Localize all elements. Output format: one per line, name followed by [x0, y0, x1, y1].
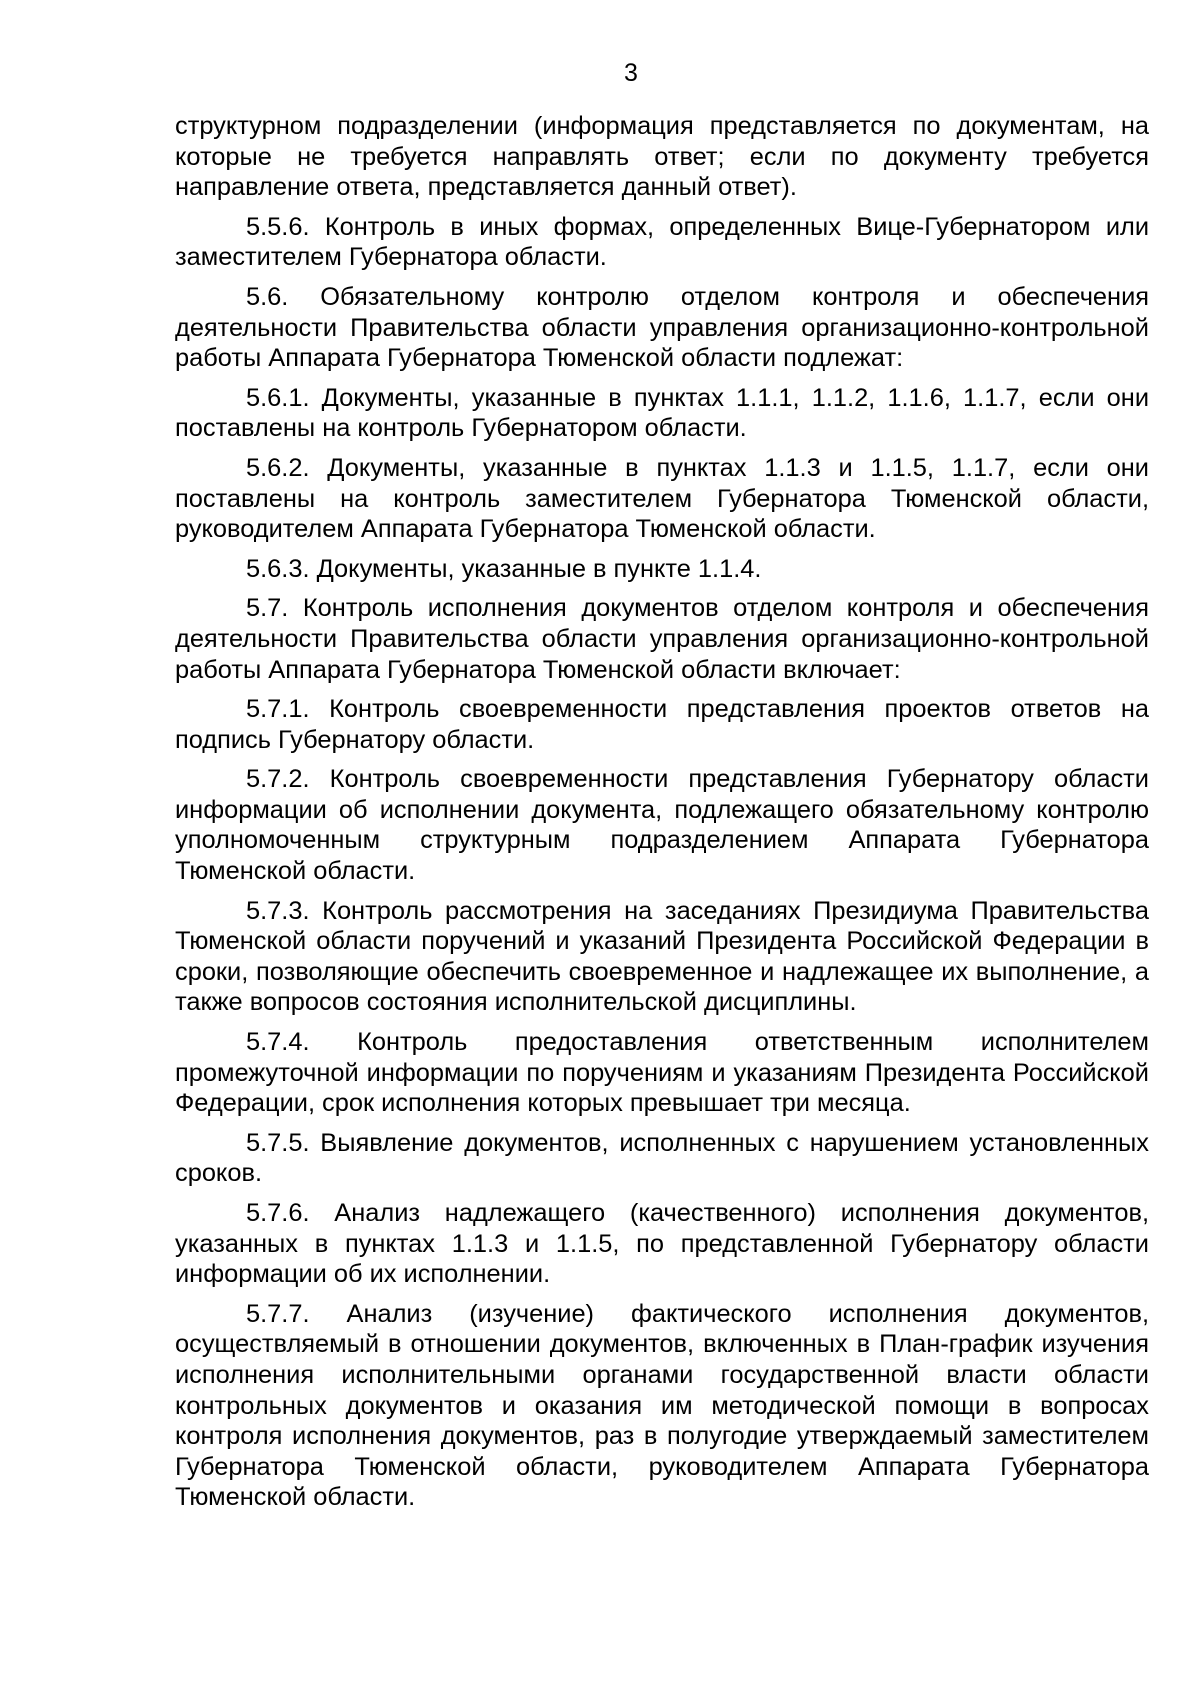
paragraph-5-7-2: 5.7.2. Контроль своевременности представления Губернатору области информации об исполнении документа, подлежащего обязательному контролю уполномоченным структурным подразделением Аппарата Губернатора Тюменской области. — [175, 765, 1149, 886]
paragraph-5-7-7: 5.7.7. Анализ (изучение) фактического исполнения документов, осуществляемый в отношении документов, включенных в План-график изучения исполнения исполнительными органами государственной власти области контрольных документов и оказания им методической помощи в вопросах контроля исполнения документов, раз в полугодие утверждаемый заместителем Губернатора Тюменской области, руководителем Аппарата Губернатора Тюменской области. — [175, 1299, 1149, 1512]
paragraph-5-7-4: 5.7.4. Контроль предоставления ответственным исполнителем промежуточной информации по поручениям и указаниям Президента Российской Федерации, срок исполнения которых превышает три месяца. — [175, 1028, 1149, 1118]
paragraph-5-5-6: 5.5.6. Контроль в иных формах, определенных Вице-Губернатором или заместителем Губернатора области. — [175, 212, 1149, 272]
paragraph-5-6-3: 5.6.3. Документы, указанные в пункте 1.1.4. — [246, 554, 762, 583]
paragraph-continuation: структурном подразделении (информация представляется по документам, на которые не требуется направлять ответ; если по документу требуется направление ответа, представляется данный ответ). — [175, 112, 1149, 202]
paragraph-5-6-2: 5.6.2. Документы, указанные в пунктах 1.1.3 и 1.1.5, 1.1.7, если они поставлены на контроль заместителем Губернатора Тюменской области, руководителем Аппарата Губернатора Тюменской области. — [175, 453, 1149, 544]
paragraph-5-7-1: 5.7.1. Контроль своевременности представления проектов ответов на подпись Губернатору области. — [175, 695, 1149, 754]
paragraph-5-7-5: 5.7.5. Выявление документов, исполненных с нарушением установленных сроков. — [175, 1128, 1149, 1188]
document-body — [175, 111, 1149, 1522]
paragraph-5-6-1: 5.6.1. Документы, указанные в пунктах 1.1.1, 1.1.2, 1.1.6, 1.1.7, если они поставлены на контроль Губернатором области. — [175, 383, 1149, 443]
paragraph-5-6: 5.6. Обязательному контролю отделом контроля и обеспечения деятельности Правительства области управления организационно-контрольной работы Аппарата Губернатора Тюменской области подлежат: — [175, 282, 1149, 373]
paragraph-5-7-6: 5.7.6. Анализ надлежащего (качественного) исполнения документов, указанных в пунктах 1.1.3 и 1.1.5, по представленной Губернатору области информации об их исполнении. — [175, 1199, 1149, 1289]
paragraph-5-7-3: 5.7.3. Контроль рассмотрения на заседаниях Президиума Правительства Тюменской области поручений и указаний Президента Российской Федерации в сроки, позволяющие обеспечить своевременное и надлежащее их выполнение, а также вопросов состояния исполнительской дисциплины. — [175, 896, 1149, 1017]
page-number: 3 — [624, 59, 638, 87]
paragraph-5-7: 5.7. Контроль исполнения документов отделом контроля и обеспечения деятельности Правительства области управления организационно-контрольной работы Аппарата Губернатора Тюменской области включает: — [175, 594, 1149, 684]
